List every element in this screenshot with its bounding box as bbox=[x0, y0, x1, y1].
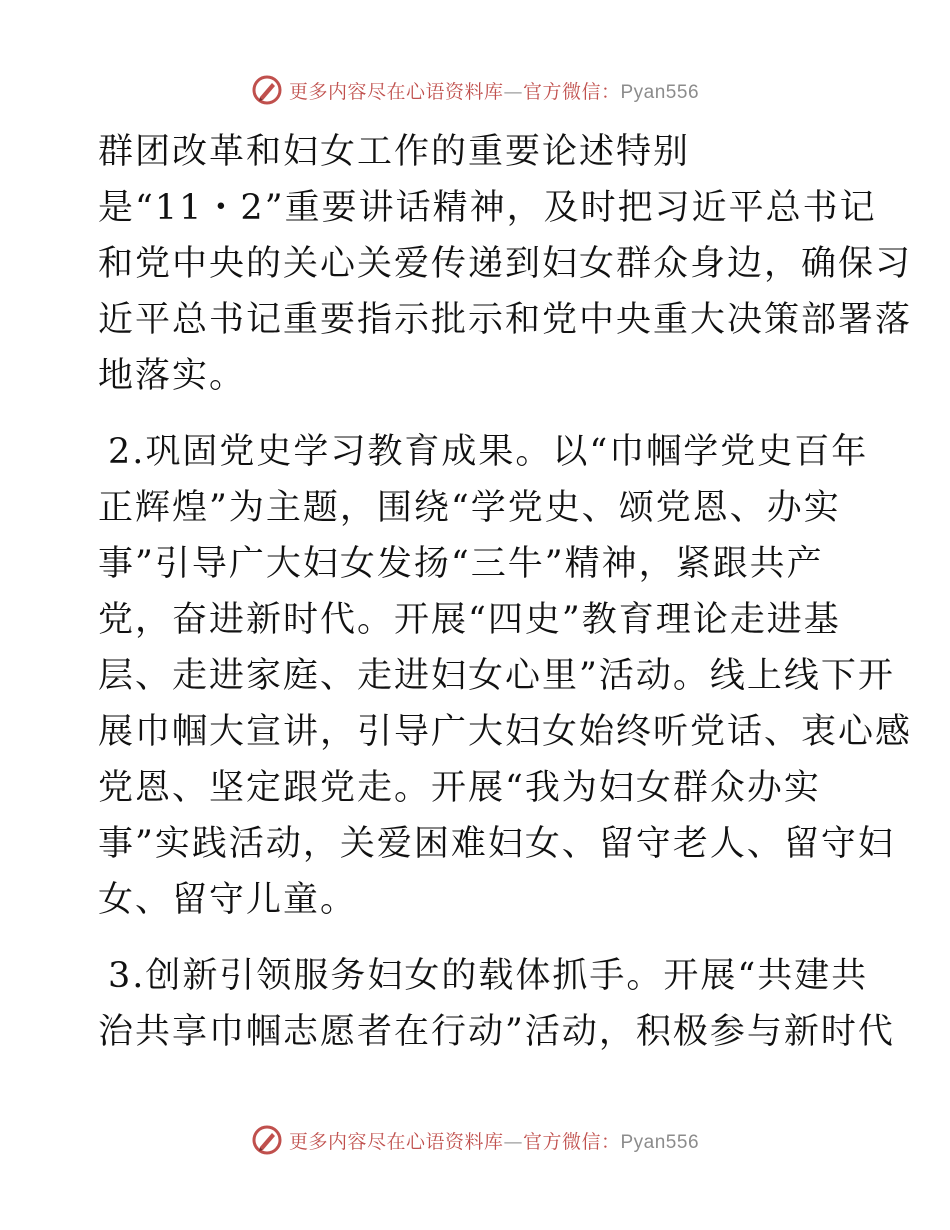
text-line: 事”引导广大妇女发扬“三牛”精神，紧跟共产 bbox=[98, 544, 824, 584]
text-line: 地落实。 bbox=[98, 356, 247, 396]
text-line: 党，奋进新时代。开展“四史”教育理论走进基 bbox=[98, 600, 841, 640]
text-line: 2.巩固党史学习教育成果。以“巾帼学党史百年 bbox=[108, 432, 869, 472]
paragraph-1 bbox=[98, 124, 913, 404]
text-line: 事”实践活动，关爱困难妇女、留守老人、留守妇 bbox=[98, 824, 895, 864]
text-line: 和党中央的关心关爱传递到妇女群众身边，确保习 bbox=[98, 244, 913, 284]
text-line: 治共享巾帼志愿者在行动”活动，积极参与新时代 bbox=[98, 1012, 895, 1052]
text-line: 党恩、坚定跟党走。开展“我为妇女群众办实 bbox=[98, 768, 821, 808]
text-line: 群团改革和妇女工作的重要论述特别 bbox=[98, 132, 691, 172]
text-line: 正辉煌”为主题，围绕“学党史、颂党恩、办实 bbox=[98, 488, 841, 528]
text-line: 3.创新引领服务妇女的载体抓手。开展“共建共 bbox=[108, 956, 869, 996]
watermark-text: 更多内容尽在心语资料库—官方微信：Pyan556 bbox=[288, 1130, 700, 1153]
text-line: 女、留守儿童。 bbox=[98, 880, 358, 920]
text-line: 是“11・2”重要讲话精神，及时把习近平总书记 bbox=[98, 188, 877, 228]
watermark-text: 更多内容尽在心语资料库—官方微信：Pyan556 bbox=[288, 80, 700, 103]
text-line: 展巾帼大宣讲，引导广大妇女始终听党话、衷心感 bbox=[98, 712, 913, 752]
pen-circle-logo-icon bbox=[251, 1124, 283, 1156]
paragraph-2 bbox=[98, 424, 913, 928]
text-line: 近平总书记重要指示批示和党中央重大决策部署落 bbox=[98, 300, 913, 340]
text-line: 层、走进家庭、走进妇女心里”活动。线上线下开 bbox=[98, 656, 895, 696]
pen-circle-logo-icon bbox=[251, 74, 283, 106]
footer-watermark bbox=[0, 1120, 950, 1160]
document-body bbox=[98, 124, 913, 1060]
header-watermark bbox=[0, 70, 950, 110]
paragraph-3 bbox=[98, 948, 895, 1060]
